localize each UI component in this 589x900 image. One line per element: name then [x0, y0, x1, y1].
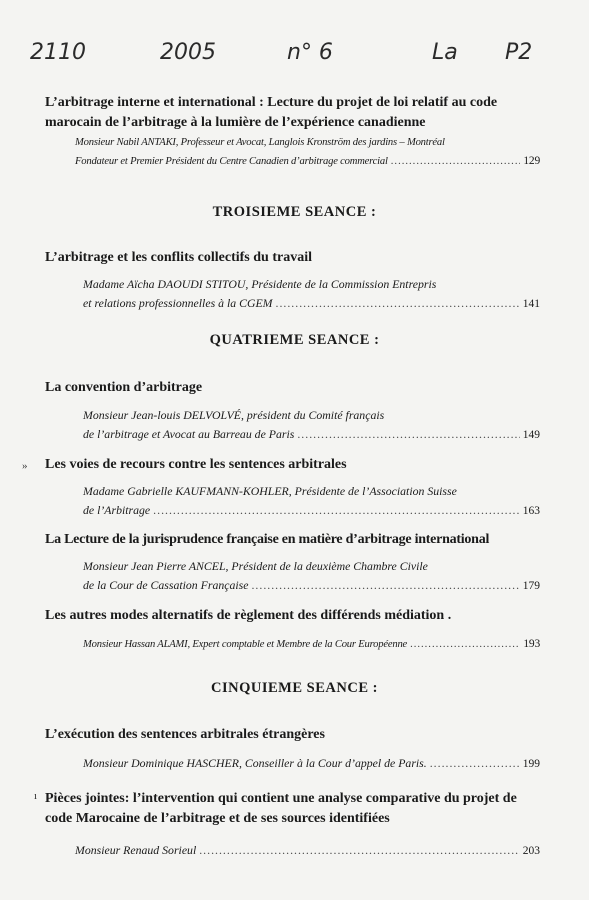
- author-line: Monsieur Jean Pierre ANCEL, Président de la deuxième Chambre Civile: [83, 559, 428, 573]
- entry-author: [45, 754, 540, 774]
- author-line: et relations professionnelles à la CGEM: [83, 296, 273, 310]
- section-heading: QUATRIEME SEANCE :: [209, 332, 380, 348]
- handwritten-note-d: La: [432, 40, 458, 65]
- page-number: 141: [522, 298, 540, 310]
- entry-author: [45, 557, 540, 596]
- author-line: de l’arbitrage et Avocat au Barreau de Paris: [83, 427, 295, 441]
- entry-title: La Lecture de la jurisprudence française en matière d’arbitrage international: [45, 532, 490, 547]
- toc-entry: [45, 725, 540, 774]
- entry-author: [45, 841, 540, 861]
- dot-leader: [251, 576, 519, 595]
- author-line-with-page: [83, 294, 540, 314]
- entry-author: [45, 635, 540, 654]
- entry-title: Les voies de recours contre les sentences arbitrales: [45, 457, 347, 472]
- author-line: Monsieur Jean-louis DELVOLVÉ, président du Comité français: [83, 408, 385, 422]
- dot-leader: [430, 754, 520, 773]
- entry-title: La convention d’arbitrage: [45, 380, 203, 395]
- toc-entry: [45, 93, 540, 171]
- toc-entry: [45, 606, 540, 654]
- dot-leader: [297, 425, 519, 444]
- author-line: Monsieur Renaud Sorieul: [75, 843, 197, 857]
- entry-title: Pièces jointes: l’intervention qui contient une analyse comparative du projet de code Marocaine de l’arbitrage et de ses sources identifiées: [45, 791, 517, 826]
- entry-author: [45, 275, 540, 314]
- author-line: Madame Gabrielle KAUFMANN-KOHLER, Présidente de l’Association Suisse: [83, 484, 457, 498]
- margin-mark: »: [22, 460, 28, 472]
- author-line-with-page: [83, 576, 540, 596]
- entry-title: L’exécution des sentences arbitrales étrangères: [45, 727, 325, 742]
- section-heading: TROISIEME SEANCE :: [212, 204, 377, 220]
- toc-entry: [45, 530, 540, 596]
- toc-entry: [45, 248, 540, 314]
- dot-leader: [199, 841, 520, 860]
- page-number: 149: [522, 429, 540, 441]
- author-line: Madame Aïcha DAOUDI STITOU, Présidente de la Commission Entrepris: [83, 277, 437, 291]
- toc-entry: [45, 455, 540, 521]
- page-number: 163: [522, 505, 540, 517]
- author-line: Fondateur et Premier Président du Centre Canadien d’arbitrage commercial: [75, 156, 388, 167]
- entry-author: [45, 133, 540, 171]
- handwritten-note-c: n° 6: [287, 40, 333, 65]
- author-line-with-page: [83, 425, 540, 445]
- page-number: 193: [523, 638, 540, 650]
- author-line: de l’Arbitrage: [83, 503, 151, 517]
- author-line: Monsieur Nabil ANTAKI, Professeur et Avocat, Langlois Kronström des jardins – Montréal: [75, 137, 445, 148]
- page-number: 199: [522, 758, 540, 770]
- author-line-with-page: [75, 841, 540, 861]
- dot-leader: [410, 635, 520, 654]
- handwritten-annotation: [0, 40, 589, 80]
- entry-title: Les autres modes alternatifs de règlement des différends médiation .: [45, 608, 452, 623]
- dot-leader: [391, 152, 521, 171]
- entry-title: L’arbitrage interne et international : Lecture du projet de loi relatif au code marocain de l’arbitrage à la lumière de l’expérience canadienne: [45, 95, 498, 130]
- page-number: 203: [522, 845, 540, 857]
- handwritten-note-a: 2110: [30, 40, 86, 65]
- dot-leader: [153, 501, 520, 520]
- author-line: Monsieur Hassan ALAMI, Expert comptable et Membre de la Cour Européenne: [83, 639, 408, 650]
- dot-leader: [276, 294, 520, 313]
- author-line-with-page: [83, 501, 540, 521]
- author-line-with-page: [83, 635, 540, 654]
- toc-entry: [45, 378, 540, 445]
- author-line-with-page: [83, 754, 540, 774]
- handwritten-note-e: P2: [505, 40, 533, 65]
- handwritten-note-b: 2005: [160, 40, 216, 65]
- entry-author: [45, 406, 540, 445]
- toc-entry: [45, 789, 540, 861]
- page-number: 129: [523, 155, 540, 167]
- author-line: Monsieur Dominique HASCHER, Conseiller à la Cour d’appel de Paris.: [83, 756, 427, 770]
- author-line-with-page: [75, 152, 540, 171]
- author-line: de la Cour de Cassation Française: [83, 578, 249, 592]
- entry-author: [45, 482, 540, 521]
- entry-title: L’arbitrage et les conflits collectifs du travail: [45, 250, 312, 265]
- page-number: 179: [522, 580, 540, 592]
- section-heading: CINQUIEME SEANCE :: [211, 680, 378, 696]
- margin-mark: ı: [34, 790, 38, 802]
